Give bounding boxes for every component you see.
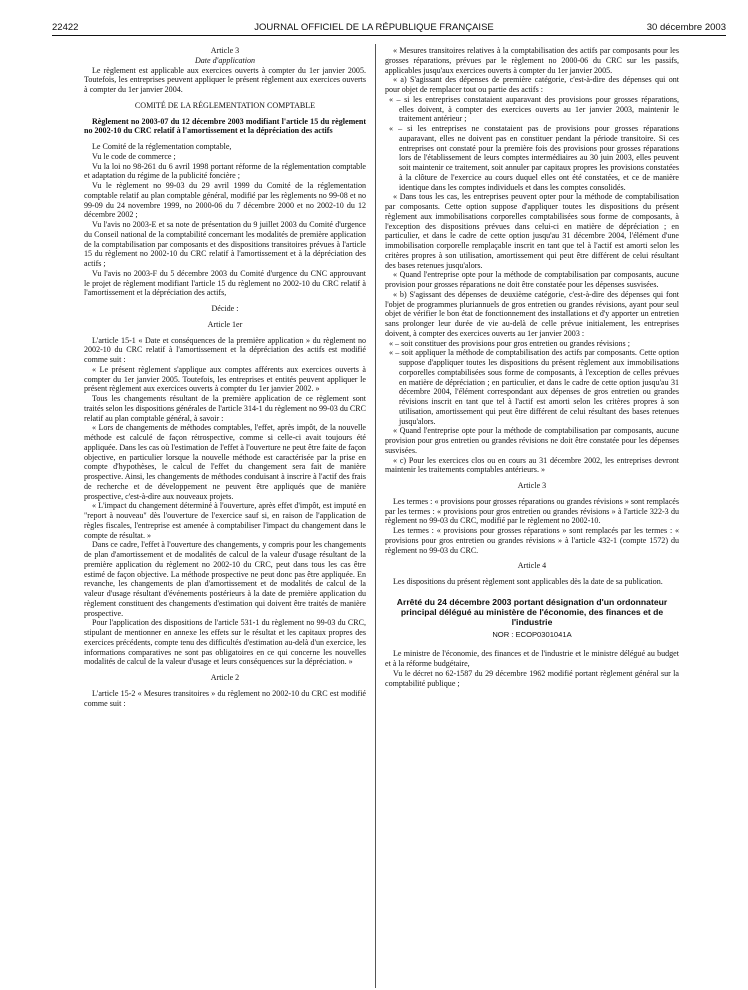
- paragraph: Vu le règlement no 99-03 du 29 avril 1999 du Comité de la réglementation comptable relatif au plan comptable général, modifié par les règlements no 99-08 et no 99-09 du 24 novembre 1999, no 2000-06 du 7 décembre 2000 et no 2002-10 du 12 décembre 2002 ;: [84, 181, 366, 220]
- paragraph: « Quand l'entreprise opte pour la méthode de comptabilisation par composants, aucune provision pour gros entretien ou grandes révisions ne doit être constatée pour les dépenses susvisées.: [385, 426, 679, 455]
- paragraph: L'article 15-2 « Mesures transitoires » du règlement no 2002-10 du CRC est modifié comme suit :: [84, 688, 366, 708]
- paragraph: Vu le code de commerce ;: [92, 151, 176, 161]
- regulation-title: Règlement no 2003-07 du 12 décembre 2003 modifiant l'article 15 du règlement no 2002-10 du CRC relatif à l'amortissement et la dépréciation des actifs: [84, 116, 366, 136]
- decree-title: Arrêté du 24 décembre 2003 portant désignation d'un ordonnateur principal délégué au ministère de l'économie, des finances et de l'industrie: [396, 596, 668, 628]
- list-item: « – soit constituer des provisions pour gros entretien ou grandes révisions ;: [389, 338, 630, 348]
- right-column: [385, 46, 679, 688]
- paragraph: Dans ce cadre, l'effet à l'ouverture des changements, y compris pour les changements de plan d'amortissement et de modalités de calcul de la valeur d'usage résultant de la première application du règlement no 2002-10 du CRC, peut dans tous les cas être estimé de façon objective. La méthode prospective ne peut donc pas être appliquée. En revanche, les changements de plan d'amortissement et de modalités de calcul de la valeur d'usage résultant d'événements postérieurs à la date de première application du règlement constituent des changements d'estimation qui doivent être traités de manière prospective.: [84, 540, 367, 618]
- list-item: « – si les entreprises constataient auparavant des provisions pour grosses réparations, elles doivent, à compter des exercices ouverts au 1er janvier 2003, maintenir le traitement antérieur ;: [389, 94, 679, 124]
- article-1-title: Article 1er: [207, 319, 243, 329]
- issue-date: 30 décembre 2003: [646, 22, 726, 33]
- paragraph: « Dans tous les cas, les entreprises peuvent opter pour la méthode de comptabilisation par composants. Cette option suppose d'appliquer toutes les dispositions du présent règlement aux immobilisations corporelles comptabilisées sous forme de composants, à l'exception des dispositions prévues dans celui-ci en matière de dépréciation ; en particulier, et dans le cadre de cette option jusqu'au 31 décembre 2004, l'élément d'une immobilisation corporelle remplaçable inscrit en tant que tel à l'actif est amorti selon les critères propres à son utilisation, amortissement qui peut être différent de celui résultant des bases retenues jusqu'alors.: [385, 192, 679, 270]
- committee-heading: COMITÉ DE LA RÉGLEMENTATION COMPTABLE: [134, 100, 316, 110]
- list-item: « – si les entreprises ne constataient pas de provisions pour grosses réparations auparavant, elles ne doivent pas en constituer pendant la période transitoire. Si ces entreprises ont constaté pour la première fois des provisions pour grosses réparations lors de l'établissement de leurs comptes intermédiaires au 30 juin 2003, elles peuvent soit maintenir ce traitement, soit annuler par capitaux propres les provisions constatées à la clôture de l'exercice au cours duquel elles ont été constatées, et ce de manière identique dans les comptes individuels et dans les comptes consolidés.: [389, 124, 679, 192]
- paragraph: Les termes : « provisions pour grosses réparations » sont remplacés par les termes : « provisions pour gros entretien ou grandes révisions » à l'article 432-1 (compte 1572) du règlement no 99-03 du CRC.: [385, 526, 679, 555]
- paragraph: « Mesures transitoires relatives à la comptabilisation des actifs par composants pour les grosses réparations, prévues par le règlement no 2000-06 du CRC sur les passifs, applicables jusqu'aux exercices ouverts à compter du 1er janvier 2005.: [385, 46, 679, 75]
- left-column: [84, 46, 366, 708]
- paragraph: Vu l'avis no 2003-F du 5 décembre 2003 du Comité d'urgence du CNC approuvant le projet de règlement modifiant l'article 15 du règlement no 2002-10 du CRC relatif à l'amortissement et la dépréciation des actifs,: [84, 268, 366, 298]
- paragraph: « b) S'agissant des dépenses de deuxième catégorie, c'est-à-dire des dépenses qui font l'objet de programmes pluriannuels de gros entretien ou grandes révisions, ayant pour seul objet de vérifier le bon état de fonctionnement des installations et d'y apporter un entretien sans prolonger leur durée de vie au-delà de celle prévue initialement, les entreprises doivent, à compter des exercices ouverts au 1er janvier 2003 :: [385, 289, 679, 338]
- header-rule: [52, 35, 726, 36]
- article-4-title: Article 4: [517, 561, 547, 571]
- article-3-title: Article 3: [517, 481, 547, 490]
- paragraph: Vu la loi no 98-261 du 6 avril 1998 portant réforme de la réglementation comptable et adaptation du régime de la publicité foncière ;: [84, 161, 366, 181]
- page-number: 22422: [52, 22, 79, 33]
- paragraph: « Le présent règlement s'applique aux comptes afférents aux exercices ouverts à compter du 1er janvier 2005. Toutefois, les entreprises et entités peuvent appliquer le présent règlement aux exercices ouverts à compter du 1er janvier 2002. »: [84, 364, 366, 394]
- paragraph: Les dispositions du présent règlement sont applicables dès la date de sa publication.: [393, 577, 663, 586]
- paragraph: « L'impact du changement déterminé à l'ouverture, après effet d'impôt, est imputé en "report à nouveau" dès l'ouverture de l'exercice sauf si, en raison de l'application de règles fiscales, l'entreprise est amenée à comptabiliser l'impact du changement dans le compte de résultat. »: [84, 501, 366, 540]
- nor-reference: NOR : ECOP0301041A: [492, 629, 572, 639]
- paragraph: Vu l'avis no 2003-E et sa note de présentation du 9 juillet 2003 du Comité d'urgence du Conseil national de la comptabilité concernant les modalités de première application de la comptabilisation par composants et des dispositions transitoires prévues à l'article 15 du règlement no 2002-10 du CRC relatif à l'amortissement et à la dépréciation des actifs ;: [84, 220, 366, 268]
- paragraph: Tous les changements résultant de la première application de ce règlement sont traités selon les dispositions générales de l'article 314-1 du règlement no 99-03 du CRC relatif au plan comptable général, à savoir :: [84, 394, 366, 423]
- decide-heading: Décide :: [211, 304, 239, 313]
- paragraph: « Lors de changements de méthodes comptables, l'effet, après impôt, de la nouvelle méthode est calculé de façon rétrospective, comme si celle-ci avait toujours été appliquée. Dans les cas où l'estimation de l'effet à l'ouverture ne peut être faite de façon objective, en particulier lorsque la nouvelle méthode est caractérisée par la prise en compte d'hypothèses, le calcul de l'effet du changement sera fait de manière prospective. Ainsi, les changements de méthodes conduisant à inscrire à l'actif des frais de recherche et de développement ne peuvent être appliqués que de manière prospective, c'est-à-dire aux nouveaux projets.: [84, 423, 366, 501]
- journal-title: JOURNAL OFFICIEL DE LA RÉPUBLIQUE FRANÇAISE: [254, 22, 494, 33]
- paragraph: « c) Pour les exercices clos ou en cours au 31 décembre 2002, les entreprises devront maintenir les traitements comptables antérieurs. »: [385, 455, 679, 475]
- paragraph: Le règlement est applicable aux exercices ouverts à compter du 1er janvier 2005. Toutefois, les entreprises peuvent appliquer le présent règlement aux exercices ouverts à compter du 1er janvier 2004.: [84, 65, 366, 94]
- article-3-title: Article 3: [210, 46, 240, 55]
- list-item: « – soit appliquer la méthode de comptabilisation des actifs par composants. Cette option suppose d'appliquer toutes les dispositions du présent règlement aux immobilisations corporelles comptabilisées sous forme de composants, à l'exception de celles prévues en matière de dépréciation ; en particulier, et dans le cadre de cette option jusqu'au 31 décembre 2004, l'élément correspondant aux dépenses de gros entretien ou grandes révisions inscrit en tant que tel à l'actif est amorti selon les critères propres à son utilisation, amortissement qui peut être différent de celui résultant des bases retenues jusqu'alors.: [389, 348, 679, 426]
- column-divider: [375, 44, 376, 988]
- article-3-subtitle: Date d'application: [194, 55, 256, 65]
- paragraph: Le ministre de l'économie, des finances et de l'industrie et le ministre délégué au budget et à la réforme budgétaire,: [385, 649, 679, 669]
- paragraph: « a) S'agissant des dépenses de première catégorie, c'est-à-dire des dépenses qui ont pour objet de remplacer tout ou partie des actifs :: [385, 75, 679, 94]
- paragraph: Les termes : « provisions pour grosses réparations ou grandes révisions » sont remplacés par les termes : « provisions pour gros entretien ou grandes révisions » à l'article 322-3 du règlement no 99-03 du CRC, modifié par le règlement no 2002-10.: [385, 496, 679, 526]
- article-2-title: Article 2: [210, 673, 240, 682]
- paragraph: Pour l'application des dispositions de l'article 531-1 du règlement no 99-03 du CRC, stipulant de mentionner en annexe les effets sur le résultat et les capitaux propres des exercices précédents, compte tenu des difficultés d'estimation au-delà d'un exercice, les informations comparatives ne sont pas obligatoires en ce qui concerne les nouvelles modalités de calcul de la valeur d'usage et leurs conséquences sur la dépréciation. »: [84, 618, 366, 667]
- paragraph: L'article 15-1 « Date et conséquences de la première application » du règlement no 2002-10 du CRC relatif à l'amortissement et la dépréciation des actifs est modifié comme suit :: [84, 335, 366, 364]
- paragraph: Vu le décret no 62-1587 du 29 décembre 1962 modifié portant règlement général sur la comptabilité publique ;: [385, 668, 679, 688]
- paragraph: Le Comité de la réglementation comptable,: [92, 142, 232, 151]
- paragraph: « Quand l'entreprise opte pour la méthode de comptabilisation par composants, aucune provision pour grosses réparations ne doit être constatée pour les dépenses susvisées.: [385, 270, 679, 289]
